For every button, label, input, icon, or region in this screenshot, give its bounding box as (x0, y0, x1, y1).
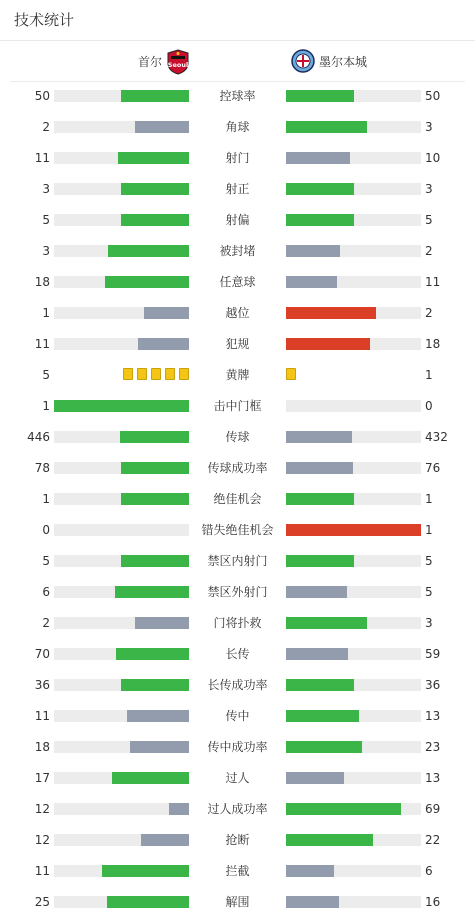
home-stat-bar-fill (102, 865, 189, 877)
away-stat-value: 11 (425, 275, 441, 289)
stat-row (0, 267, 475, 298)
away-stat-bar (286, 462, 421, 474)
stat-label: 长传成功率 (207, 678, 268, 692)
home-stat-value: 12 (34, 802, 50, 816)
home-stat-value: 11 (34, 864, 50, 878)
home-stat-bar (54, 679, 189, 691)
home-stat-bar-fill (121, 555, 189, 567)
stat-row (0, 701, 475, 732)
home-team-name[interactable]: 首尔 (138, 55, 163, 69)
home-stat-bar-fill (107, 896, 189, 908)
stat-row (0, 794, 475, 825)
stat-label: 解围 (225, 895, 250, 909)
home-stat-bar (54, 214, 189, 226)
away-stat-bar (286, 741, 421, 753)
home-stat-value: 50 (34, 89, 50, 103)
away-stat-bar (286, 710, 421, 722)
stat-label: 传球成功率 (207, 461, 268, 475)
away-stat-bar-fill (286, 679, 354, 691)
home-stat-value: 36 (34, 678, 50, 692)
away-stat-bar (286, 524, 421, 536)
away-stat-value: 1 (425, 523, 433, 537)
home-team-logo[interactable] (167, 49, 189, 75)
away-stat-bar-fill (286, 121, 367, 133)
away-stat-bar-fill (286, 214, 354, 226)
home-stat-bar-fill (121, 214, 189, 226)
away-yellow-cards (286, 368, 300, 382)
away-stat-bar-fill (286, 276, 337, 288)
stat-row (0, 546, 475, 577)
home-stat-bar (54, 183, 189, 195)
away-stat-value: 3 (425, 616, 433, 630)
yellow-card-icon (286, 368, 296, 380)
teams-header (0, 41, 475, 83)
home-stat-bar (54, 307, 189, 319)
home-stat-bar-fill (54, 400, 189, 412)
away-stat-value: 2 (425, 306, 433, 320)
away-stat-value: 13 (425, 771, 441, 785)
stat-row (0, 360, 475, 391)
home-stat-bar (54, 121, 189, 133)
away-stat-bar (286, 431, 421, 443)
stat-label: 射偏 (225, 213, 250, 227)
away-stat-value: 36 (425, 678, 441, 692)
home-yellow-cards (119, 368, 189, 382)
stat-label: 击中门框 (213, 399, 262, 413)
stat-row (0, 422, 475, 453)
home-stat-bar (54, 493, 189, 505)
away-stat-value: 16 (425, 895, 441, 909)
home-stat-value: 5 (42, 368, 50, 382)
stat-row (0, 329, 475, 360)
home-stat-value: 17 (34, 771, 50, 785)
away-stat-value: 23 (425, 740, 441, 754)
home-stat-bar-fill (116, 648, 189, 660)
home-stat-value: 446 (27, 430, 50, 444)
away-stat-value: 3 (425, 120, 433, 134)
home-stat-bar-fill (118, 152, 189, 164)
stat-label: 错失绝佳机会 (201, 523, 274, 537)
home-stat-value: 1 (42, 399, 50, 413)
stat-label: 射门 (225, 151, 250, 165)
home-stat-bar-fill (130, 741, 189, 753)
stat-row (0, 205, 475, 236)
away-stat-bar-fill (286, 555, 354, 567)
home-stat-value: 11 (34, 337, 50, 351)
away-stat-bar (286, 152, 421, 164)
away-stat-bar (286, 803, 421, 815)
away-stat-bar-fill (286, 462, 353, 474)
stat-row (0, 298, 475, 329)
stat-row (0, 856, 475, 887)
stat-row (0, 825, 475, 856)
yellow-card-icon (137, 368, 147, 380)
stat-label: 射正 (225, 182, 250, 196)
away-stat-bar (286, 307, 421, 319)
home-stat-bar (54, 586, 189, 598)
stat-row (0, 453, 475, 484)
home-stat-bar (54, 90, 189, 102)
away-stat-value: 5 (425, 213, 433, 227)
away-stat-bar (286, 617, 421, 629)
stat-row (0, 887, 475, 918)
away-stat-bar (286, 772, 421, 784)
home-stat-bar-fill (120, 431, 189, 443)
stat-label: 传中成功率 (207, 740, 268, 754)
away-stat-value: 1 (425, 368, 433, 382)
away-stat-value: 50 (425, 89, 441, 103)
away-stat-bar (286, 214, 421, 226)
home-stat-bar (54, 834, 189, 846)
home-stat-bar-fill (141, 834, 189, 846)
home-stat-value: 70 (34, 647, 50, 661)
away-stat-value: 22 (425, 833, 441, 847)
home-stat-bar (54, 896, 189, 908)
home-stat-value: 2 (42, 120, 50, 134)
stat-row (0, 732, 475, 763)
stat-row (0, 577, 475, 608)
home-stat-bar-fill (135, 617, 189, 629)
away-stat-bar-fill (286, 524, 421, 536)
away-stat-bar-fill (286, 865, 334, 877)
stat-row (0, 236, 475, 267)
away-stat-bar-fill (286, 772, 344, 784)
away-stat-bar (286, 121, 421, 133)
stat-label: 过人 (225, 771, 250, 785)
stats-list (0, 81, 475, 918)
home-stat-value: 18 (34, 275, 50, 289)
away-stat-bar-fill (286, 648, 348, 660)
home-stat-bar (54, 524, 189, 536)
yellow-card-icon (179, 368, 189, 380)
stat-label: 禁区外射门 (207, 585, 268, 599)
away-stat-value: 0 (425, 399, 433, 413)
away-stat-bar (286, 648, 421, 660)
away-stat-bar-fill (286, 896, 339, 908)
home-stat-value: 78 (34, 461, 50, 475)
away-stat-bar-fill (286, 741, 362, 753)
away-stat-bar-fill (286, 245, 340, 257)
stat-label: 禁区内射门 (207, 554, 268, 568)
stat-label: 控球率 (219, 89, 256, 103)
stat-row (0, 143, 475, 174)
home-stat-value: 5 (42, 554, 50, 568)
away-stat-bar (286, 90, 421, 102)
home-stat-bar (54, 276, 189, 288)
stat-label: 越位 (225, 306, 250, 320)
stat-label: 犯规 (225, 337, 250, 351)
stat-label: 任意球 (219, 275, 256, 289)
home-stat-bar-fill (127, 710, 189, 722)
home-stat-bar-fill (138, 338, 189, 350)
stat-label: 抢断 (225, 833, 250, 847)
home-logo-text: Seoul (167, 61, 189, 69)
away-stat-value: 1 (425, 492, 433, 506)
away-stat-bar-fill (286, 152, 350, 164)
stat-label: 传中 (225, 709, 250, 723)
home-stat-bar-fill (121, 679, 189, 691)
home-stat-bar (54, 741, 189, 753)
yellow-card-icon (123, 368, 133, 380)
home-stat-bar-fill (121, 462, 189, 474)
home-stat-bar (54, 400, 189, 412)
home-stat-bar-fill (169, 803, 189, 815)
away-stat-bar (286, 338, 421, 350)
home-stat-bar-fill (135, 121, 189, 133)
home-stat-bar (54, 772, 189, 784)
away-stat-value: 18 (425, 337, 441, 351)
stat-row (0, 112, 475, 143)
home-stat-value: 25 (34, 895, 50, 909)
away-stat-bar (286, 896, 421, 908)
stat-label: 长传 (225, 647, 250, 661)
home-stat-bar-fill (121, 493, 189, 505)
away-stat-value: 59 (425, 647, 441, 661)
home-stat-bar (54, 462, 189, 474)
stat-row (0, 81, 475, 112)
home-stat-value: 0 (42, 523, 50, 537)
stat-label: 拦截 (225, 864, 250, 878)
home-stat-bar (54, 617, 189, 629)
away-stat-value: 10 (425, 151, 441, 165)
stat-label: 门将扑救 (213, 616, 262, 630)
stat-row (0, 484, 475, 515)
stat-row (0, 670, 475, 701)
away-stat-value: 69 (425, 802, 441, 816)
stat-label: 被封堵 (219, 244, 256, 258)
away-team-name[interactable]: 墨尔本城 (319, 55, 368, 69)
away-stat-bar-fill (286, 431, 352, 443)
away-stat-bar (286, 555, 421, 567)
stat-row (0, 763, 475, 794)
away-stat-value: 3 (425, 182, 433, 196)
away-stat-value: 13 (425, 709, 441, 723)
away-stat-bar-fill (286, 803, 401, 815)
home-stat-value: 18 (34, 740, 50, 754)
home-stat-bar (54, 338, 189, 350)
away-stat-bar (286, 586, 421, 598)
home-stat-value: 1 (42, 306, 50, 320)
away-stat-bar-fill (286, 90, 354, 102)
stat-row (0, 515, 475, 546)
stat-row (0, 639, 475, 670)
home-stat-bar (54, 648, 189, 660)
home-stat-value: 1 (42, 492, 50, 506)
stat-label: 过人成功率 (207, 802, 268, 816)
away-stat-value: 2 (425, 244, 433, 258)
away-stat-bar (286, 865, 421, 877)
home-stat-bar-fill (144, 307, 189, 319)
away-stat-value: 5 (425, 554, 433, 568)
away-stat-bar-fill (286, 183, 354, 195)
away-stat-value: 76 (425, 461, 441, 475)
home-stat-bar-fill (112, 772, 189, 784)
home-stat-value: 11 (34, 151, 50, 165)
home-stat-value: 12 (34, 833, 50, 847)
home-stat-value: 3 (42, 182, 50, 196)
home-stat-value: 5 (42, 213, 50, 227)
home-stat-bar-fill (108, 245, 189, 257)
home-stat-bar (54, 865, 189, 877)
home-stat-bar (54, 245, 189, 257)
away-stat-bar-fill (286, 493, 354, 505)
home-stat-value: 11 (34, 709, 50, 723)
yellow-card-icon (165, 368, 175, 380)
away-stat-bar-fill (286, 617, 367, 629)
away-stat-bar (286, 679, 421, 691)
away-stat-value: 6 (425, 864, 433, 878)
away-stat-bar-fill (286, 710, 359, 722)
away-team-logo[interactable] (291, 49, 315, 73)
stat-label: 角球 (225, 120, 250, 134)
stat-label: 绝佳机会 (213, 492, 262, 506)
home-stat-value: 2 (42, 616, 50, 630)
stat-label: 传球 (225, 430, 250, 444)
home-stat-bar (54, 152, 189, 164)
home-stat-bar-fill (105, 276, 189, 288)
home-stat-bar (54, 555, 189, 567)
away-stat-bar-fill (286, 338, 370, 350)
away-stat-bar (286, 834, 421, 846)
home-stat-bar-fill (121, 90, 189, 102)
stat-row (0, 608, 475, 639)
yellow-card-icon (151, 368, 161, 380)
away-stat-bar (286, 183, 421, 195)
home-stat-bar (54, 431, 189, 443)
away-stat-value: 5 (425, 585, 433, 599)
page-title: 技术统计 (0, 0, 475, 41)
away-stat-bar (286, 276, 421, 288)
home-stat-bar-fill (121, 183, 189, 195)
away-stat-bar-fill (286, 307, 376, 319)
stat-row (0, 174, 475, 205)
home-stat-bar (54, 803, 189, 815)
home-stat-value: 3 (42, 244, 50, 258)
stat-label: 黄牌 (225, 368, 250, 382)
away-stat-bar-fill (286, 586, 347, 598)
home-stat-bar (54, 710, 189, 722)
away-stat-bar (286, 400, 421, 412)
stat-row (0, 391, 475, 422)
home-stat-value: 6 (42, 585, 50, 599)
away-stat-bar (286, 245, 421, 257)
away-stat-value: 432 (425, 430, 448, 444)
away-stat-bar (286, 493, 421, 505)
away-stat-bar-fill (286, 834, 373, 846)
home-stat-bar-fill (115, 586, 189, 598)
